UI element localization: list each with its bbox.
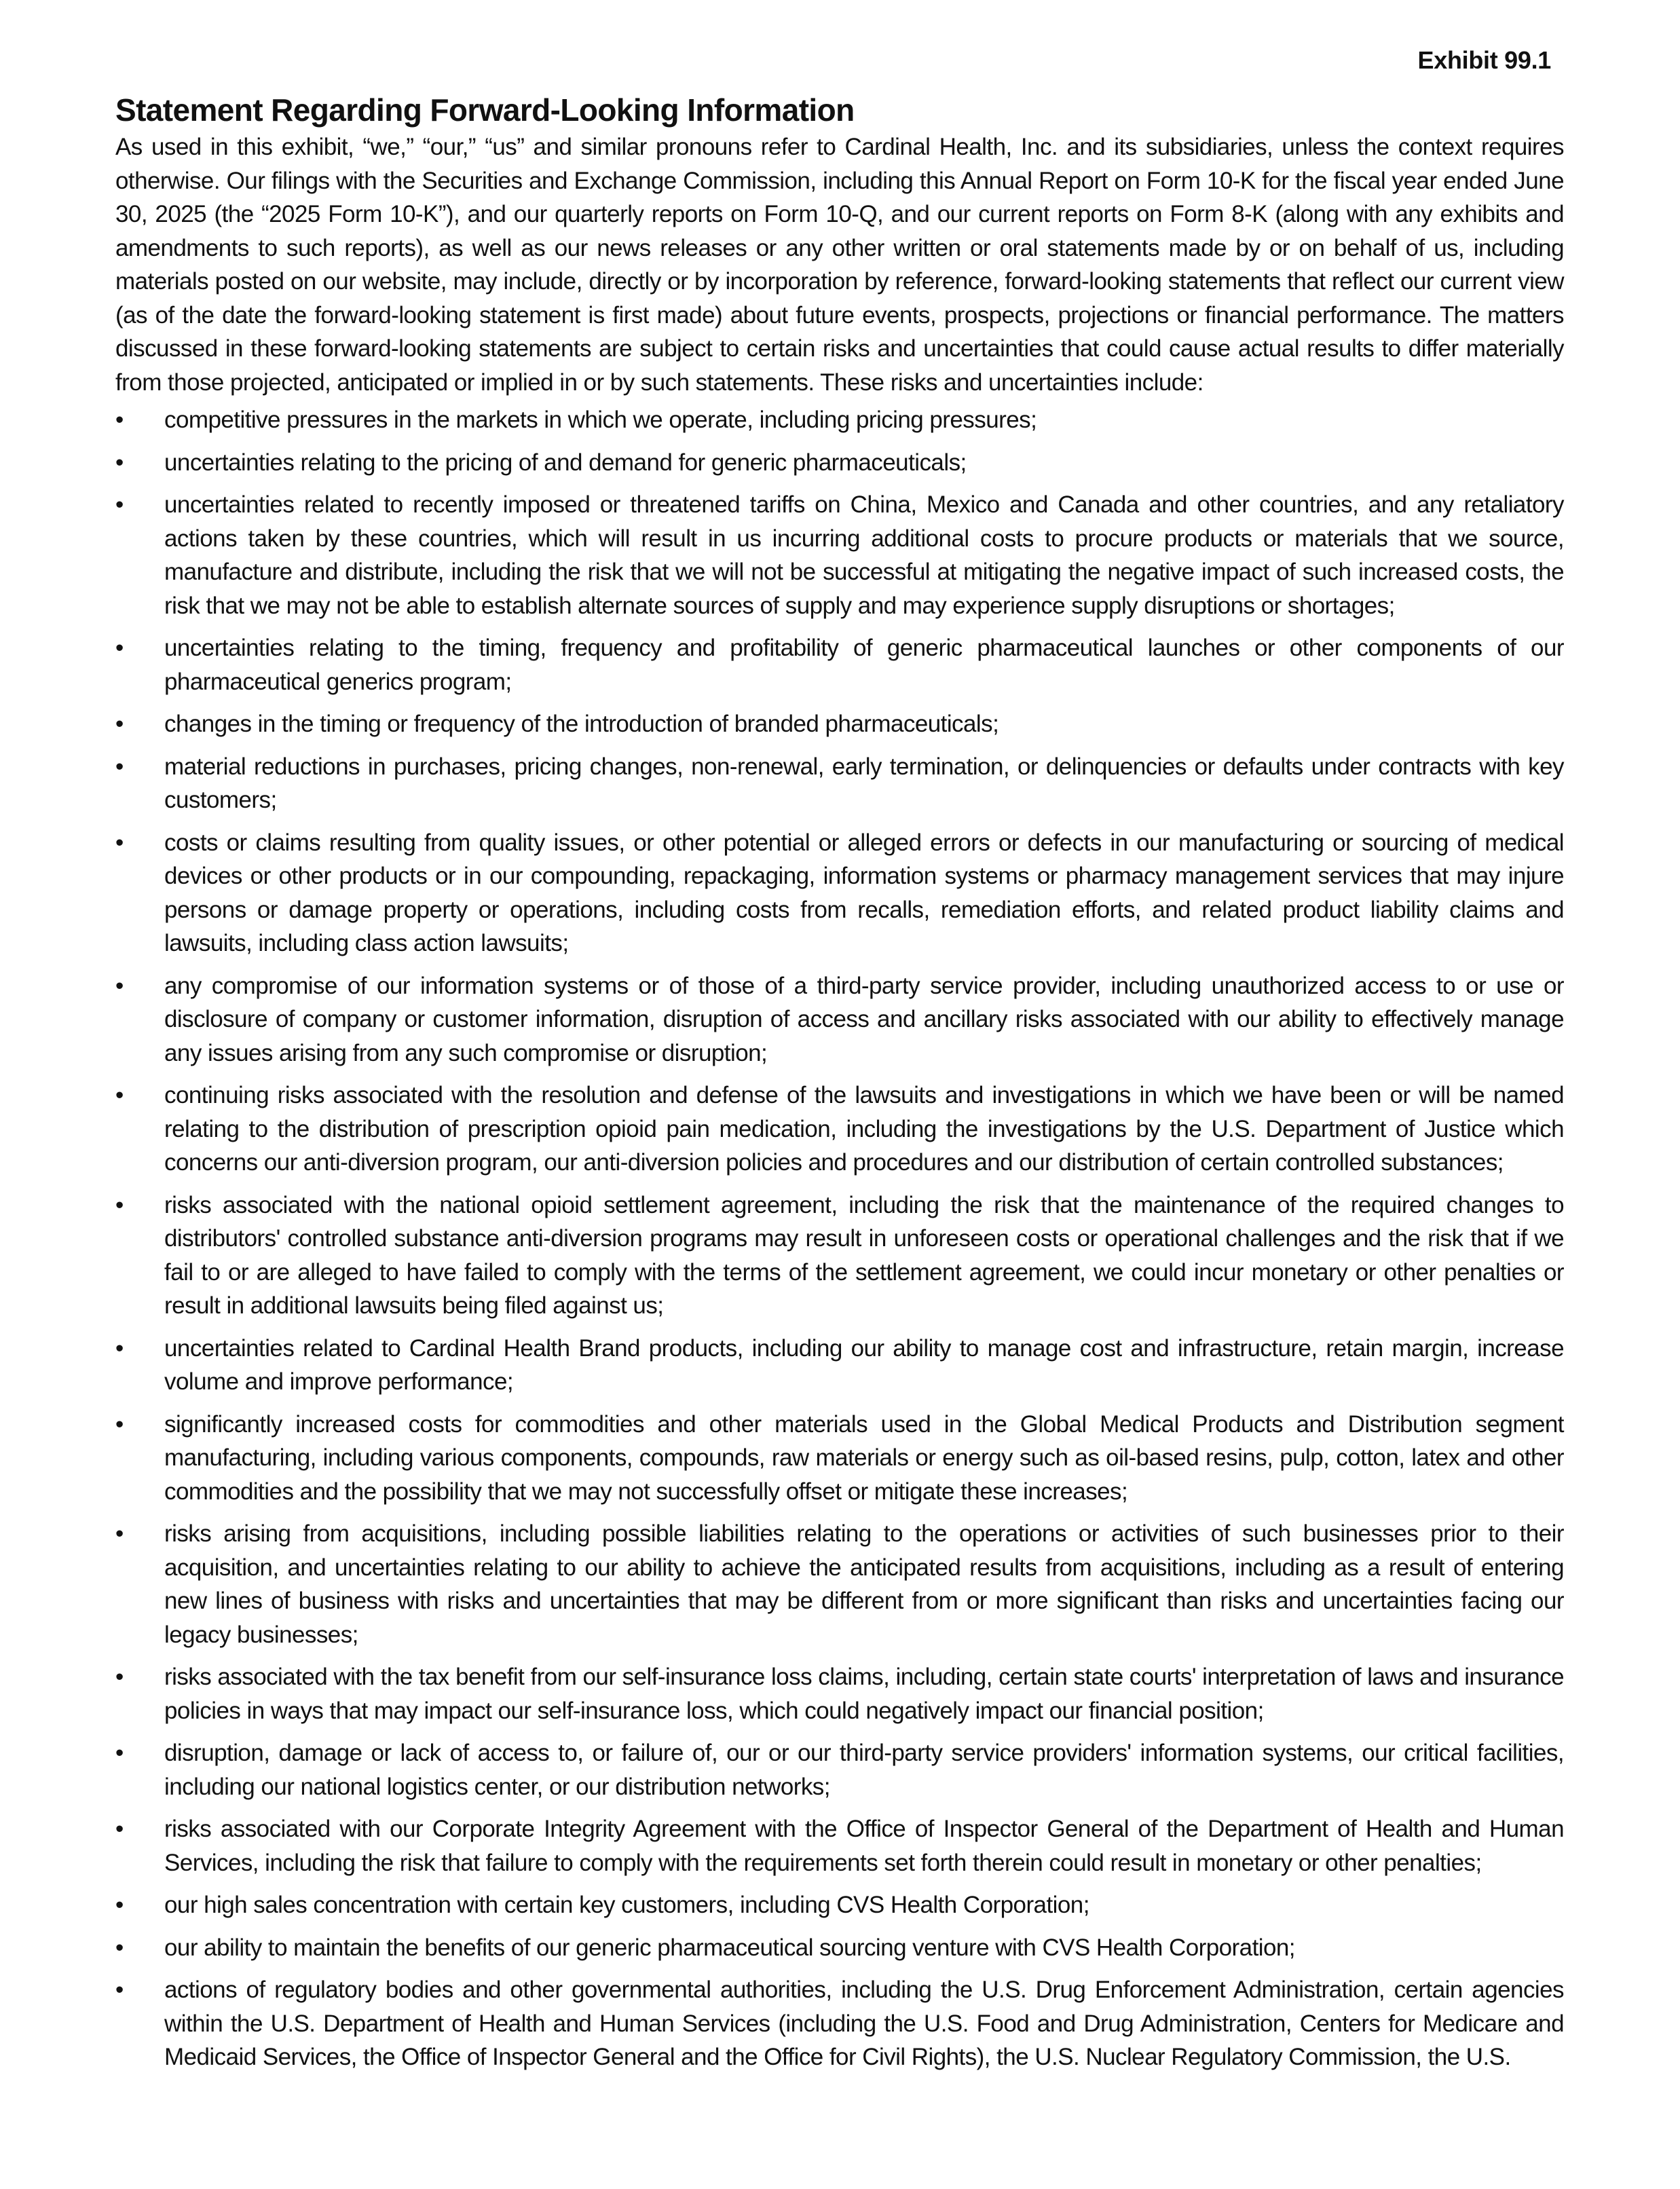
list-item xyxy=(115,631,1564,698)
list-item xyxy=(115,403,1564,437)
exhibit-label: Exhibit 99.1 xyxy=(1417,46,1551,74)
intro-paragraph: As used in this exhibit, “we,” “our,” “us” and similar pronouns refer to Cardinal Health, Inc. and its subsidiaries, unless the context requires otherwise. Our filings with the Securities and Exchange Commission, including this Annual Report on Form 10-K for the fiscal year ended June 30, 2025 (the “2025 Form 10-K”), and our quarterly reports on Form 10-Q, and our current reports on Form 8-K (along with any exhibits and amendments to such reports), as well as our news releases or any other written or oral statements made by or on behalf of us, including materials posted on our website, may include, directly or by incorporation by reference, forward-looking statements that reflect our current view (as of the date the forward-looking statement is first made) about future events, prospects, projections or financial performance. The matters discussed in these forward-looking statements are subject to certain risks and uncertainties that could cause actual results to differ materially from those projected, anticipated or implied in or by such statements. These risks and uncertainties include: xyxy=(115,134,1564,396)
list-item xyxy=(115,707,1564,741)
list-item xyxy=(115,488,1564,622)
bullet-icon: • xyxy=(115,1934,124,1961)
list-item xyxy=(115,1332,1564,1399)
bullet-icon: • xyxy=(115,1816,124,1842)
list-item-text: uncertainties relating to the timing, frequency and profitability of generic pharmaceutical launches or other components of our pharmaceutical generics program; xyxy=(164,635,1564,695)
list-item-text: risks arising from acquisitions, including possible liabilities relating to the operations or activities of such businesses prior to their acquisition, and uncertainties relating to our ability to achieve the anticipated results from acquisitions, including as a result of entering new lines of business with risks and uncertainties that may be different from or more significant than risks and uncertainties facing our legacy businesses; xyxy=(164,1520,1564,1648)
bullet-icon: • xyxy=(115,1410,124,1438)
list-item-text: uncertainties related to recently imposed or threatened tariffs on China, Mexico and Canada and other countries, and any retaliatory actions taken by these countries, which will result in us incurring additional costs to procure products or materials that we source, manufacture and distribute, including the risk that we will not be successful at mitigating the negative impact of such increased costs, the risk that we may not be able to establish alternate sources of supply and may experience supply disruptions or shortages; xyxy=(164,491,1564,619)
list-item-text: risks associated with the tax benefit from our self-insurance loss claims, including, certain state courts' interpretation of laws and insurance policies in ways that may impact our self-insurance loss, which could negatively impact our financial position; xyxy=(164,1664,1564,1724)
bullet-icon: • xyxy=(115,635,124,661)
list-item-text: changes in the timing or frequency of the introduction of branded pharmaceuticals; xyxy=(164,711,999,737)
document-page xyxy=(115,41,1564,2074)
list-item-text: continuing risks associated with the resolution and defense of the lawsuits and investigations in which we have been or will be named relating to the distribution of prescription opioid pain medication, including the investigations by the U.S. Department of Justice which concerns our anti-diversion program, our anti-diversion policies and procedures and our distribution of certain controlled substances; xyxy=(164,1082,1564,1176)
bullet-icon: • xyxy=(115,753,124,780)
list-item-text: uncertainties related to Cardinal Health Brand products, including our ability to manage cost and infrastructure, retain margin, increase volume and improve performance; xyxy=(164,1334,1564,1395)
list-item-text: any compromise of our information systems or of those of a third-party service provider, including unauthorized access to or use or disclosure of company or customer information, disruption of access and ancillary risks associated with our ability to effectively manage any issues arising from any such compromise or disruption; xyxy=(164,972,1564,1066)
bullet-icon: • xyxy=(115,1892,124,1918)
list-item xyxy=(115,1736,1564,1803)
list-item xyxy=(115,1408,1564,1509)
list-item xyxy=(115,1888,1564,1922)
list-item xyxy=(115,750,1564,817)
bullet-icon: • xyxy=(115,407,124,433)
bullet-icon: • xyxy=(115,1977,124,2003)
list-item xyxy=(115,1079,1564,1180)
bullet-icon: • xyxy=(115,829,124,856)
risk-factor-list xyxy=(115,403,1564,2074)
list-item xyxy=(115,826,1564,960)
list-item xyxy=(115,1931,1564,1965)
list-item-text: competitive pressures in the markets in which we operate, including pricing pressures; xyxy=(164,407,1037,433)
list-item-text: uncertainties relating to the pricing of and demand for generic pharmaceuticals; xyxy=(164,449,967,476)
list-item xyxy=(115,446,1564,480)
bullet-icon: • xyxy=(115,449,124,476)
bullet-icon: • xyxy=(115,1740,124,1766)
list-item-text: costs or claims resulting from quality issues, or other potential or alleged errors or defects in our manufacturing or sourcing of medical devices or other products or in our compounding, repackaging, information systems or pharmacy management services that may injure persons or damage property or operations, including costs from recalls, remediation efforts, and related product liability claims and lawsuits, including class action lawsuits; xyxy=(164,829,1564,956)
page-title: Statement Regarding Forward-Looking Information xyxy=(115,92,855,128)
list-item-text: disruption, damage or lack of access to, or failure of, our or our third-party service providers' information systems, our critical facilities, including our national logistics center, or our distribution networks; xyxy=(164,1740,1564,1800)
list-item xyxy=(115,1660,1564,1727)
bullet-icon: • xyxy=(115,972,124,999)
bullet-icon: • xyxy=(115,1191,124,1218)
list-item-text: risks associated with the national opioid settlement agreement, including the risk that the maintenance of the required changes to distributors' controlled substance anti-diversion programs may result in unforeseen costs or operational challenges and the risk that if we fail to or are alleged to have failed to comply with the terms of the settlement agreement, we could incur monetary or other penalties or result in additional lawsuits being filed against us; xyxy=(164,1191,1564,1319)
bullet-icon: • xyxy=(115,1082,124,1108)
list-item xyxy=(115,1189,1564,1323)
list-item xyxy=(115,1812,1564,1879)
list-item-text: actions of regulatory bodies and other governmental authorities, including the U.S. Drug Enforcement Administration, certain agencies within the U.S. Department of Health and Human Services (including the U.S. Food and Drug Administration, Centers for Medicare and Medicaid Services, the Office of Inspector General and the Office for Civil Rights), the U.S. Nuclear Regulatory Commission, the U.S. xyxy=(164,1977,1564,2070)
list-item xyxy=(115,969,1564,1070)
bullet-icon: • xyxy=(115,1520,124,1547)
list-item-text: material reductions in purchases, pricing changes, non-renewal, early termination, or delinquencies or defaults under contracts with key customers; xyxy=(164,753,1564,813)
list-item-text: our ability to maintain the benefits of our generic pharmaceutical sourcing venture with CVS Health Corporation; xyxy=(164,1934,1295,1961)
bullet-icon: • xyxy=(115,1664,124,1690)
bullet-icon: • xyxy=(115,711,124,737)
list-item xyxy=(115,1517,1564,1651)
list-item-text: significantly increased costs for commodities and other materials used in the Global Medical Products and Distribution segment manufacturing, including various components, compounds, raw materials or energy such as oil-based resins, pulp, cotton, latex and other commodities and the possibility that we may not successfully offset or mitigate these increases; xyxy=(164,1410,1564,1505)
bullet-icon: • xyxy=(115,491,124,518)
list-item xyxy=(115,1973,1564,2074)
list-item-text: our high sales concentration with certain key customers, including CVS Health Corporation; xyxy=(164,1892,1089,1918)
bullet-icon: • xyxy=(115,1334,124,1362)
list-item-text: risks associated with our Corporate Integrity Agreement with the Office of Inspector General of the Department of Health and Human Services, including the risk that failure to comply with the requirements set forth therein could result in monetary or other penalties; xyxy=(164,1816,1564,1876)
